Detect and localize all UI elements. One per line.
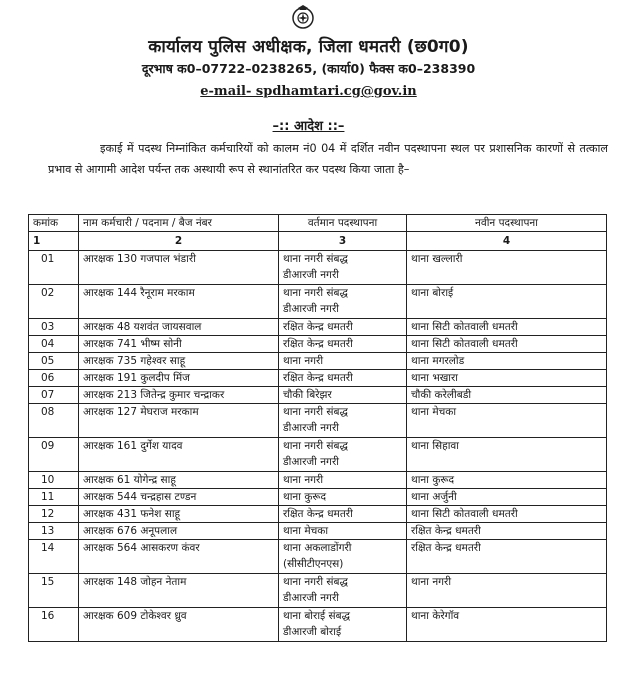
- employee-name: आरक्षक 213 जितेन्द्र कुमार चन्द्राकर: [79, 387, 279, 404]
- office-title: कार्यालय पुलिस अधीक्षक, जिला धमतरी (छ0ग0): [148, 37, 469, 57]
- employee-name: आरक्षक 564 आसकरण कंवर: [79, 540, 279, 574]
- table-row: [29, 404, 607, 438]
- current-posting-line: रक्षित केन्द्र धमतरी: [283, 508, 353, 520]
- transfer-table: [28, 214, 607, 642]
- current-posting: [279, 489, 407, 506]
- current-posting-line: थाना नगरी संबद्ध: [283, 253, 348, 265]
- current-posting-line: चौकी बिरेझर: [283, 389, 332, 401]
- table-row: [29, 608, 607, 642]
- employee-name: आरक्षक 127 मेघराज मरकाम: [79, 404, 279, 438]
- table-row: [29, 336, 607, 353]
- phone-fax-line: दूरभाष क0–07722–0238265, (कार्या0) फैक्स क0–238390: [141, 61, 476, 76]
- table-row: [29, 387, 607, 404]
- current-posting: [279, 370, 407, 387]
- new-posting: चौकी करेलीबडी: [407, 387, 607, 404]
- current-posting-line: थाना मेचका: [283, 525, 329, 537]
- new-posting: थाना सिटी कोतवाली धमतरी: [407, 319, 607, 336]
- table-row: [29, 353, 607, 370]
- current-posting: [279, 353, 407, 370]
- current-posting: [279, 506, 407, 523]
- employee-name: आरक्षक 609 टोकेश्वर ध्रुव: [79, 608, 279, 642]
- current-posting: [279, 336, 407, 353]
- employee-name: आरक्षक 161 दुर्गेश यादव: [79, 438, 279, 472]
- current-posting-line: डीआरजी नगरी: [283, 303, 339, 315]
- column-index: 2: [79, 232, 279, 251]
- current-posting-line: डीआरजी बोराई: [283, 626, 342, 638]
- order-title: –:: आदेश ::–: [272, 119, 345, 134]
- new-posting: थाना सिहावा: [407, 438, 607, 472]
- current-posting-line: डीआरजी नगरी: [283, 422, 339, 434]
- row-serial: 09: [29, 438, 79, 472]
- row-serial: 13: [29, 523, 79, 540]
- table-row: [29, 574, 607, 608]
- new-posting: थाना अर्जुनी: [407, 489, 607, 506]
- column-header-current-posting: वर्तमान पदस्थापना: [279, 215, 407, 232]
- employee-name: आरक्षक 61 योगेन्द्र साहू: [79, 472, 279, 489]
- employee-name: आरक्षक 735 गहेश्वर साहू: [79, 353, 279, 370]
- current-posting: [279, 319, 407, 336]
- current-posting-line: थाना कुरूद: [283, 491, 327, 503]
- table-row: [29, 251, 607, 285]
- current-posting: [279, 404, 407, 438]
- column-header-name: नाम कर्मचारी / पदनाम / बैज नंबर: [79, 215, 279, 232]
- column-header-new-posting: नवीन पदस्थापना: [407, 215, 607, 232]
- employee-name: आरक्षक 48 यशवंत जायसवाल: [79, 319, 279, 336]
- column-index-row: [29, 232, 607, 251]
- current-posting-line: थाना नगरी संबद्ध: [283, 576, 348, 588]
- current-posting: [279, 608, 407, 642]
- new-posting: थाना खल्लारी: [407, 251, 607, 285]
- column-index: 1: [29, 232, 79, 251]
- current-posting-line: रक्षित केन्द्र धमतरी: [283, 372, 353, 384]
- row-serial: 07: [29, 387, 79, 404]
- new-posting: थाना सिटी कोतवाली धमतरी: [407, 336, 607, 353]
- table-row: [29, 472, 607, 489]
- table-row: [29, 319, 607, 336]
- row-serial: 15: [29, 574, 79, 608]
- current-posting: [279, 285, 407, 319]
- current-posting-line: डीआरजी नगरी: [283, 592, 339, 604]
- employee-name: आरक्षक 148 जोहन नेताम: [79, 574, 279, 608]
- employee-name: आरक्षक 130 गजपाल भंडारी: [79, 251, 279, 285]
- order-body-text: इकाई में पदस्थ निम्नांकित कर्मचारियों को कालम नं0 04 में दर्शित नवीन पदस्थापना स्थल पर प्रशासनिक कारणों से तत्काल प्रभाव से आगामी आदेश पर्यन्त तक अस्थायी रूप से स्थानांतरित कर पदस्थ किया जाता है–: [48, 142, 608, 176]
- row-serial: 16: [29, 608, 79, 642]
- column-header-serial: कमांक: [29, 215, 79, 232]
- police-emblem-icon: [290, 4, 316, 30]
- current-posting-line: थाना नगरी संबद्ध: [283, 440, 348, 452]
- current-posting-line: थाना नगरी: [283, 474, 324, 486]
- current-posting-line: थाना नगरी संबद्ध: [283, 287, 348, 299]
- row-serial: 05: [29, 353, 79, 370]
- current-posting-line: रक्षित केन्द्र धमतरी: [283, 321, 353, 333]
- new-posting: थाना भखारा: [407, 370, 607, 387]
- current-posting-line: (सीसीटीएनएस): [283, 558, 344, 570]
- new-posting: थाना मेचका: [407, 404, 607, 438]
- email-link[interactable]: e-mail- spdhamtari.cg@gov.in: [200, 84, 417, 99]
- current-posting-line: रक्षित केन्द्र धमतरी: [283, 338, 353, 350]
- current-posting-line: डीआरजी नगरी: [283, 269, 339, 281]
- current-posting-line: थाना नगरी संबद्ध: [283, 406, 348, 418]
- new-posting: थाना बोराई: [407, 285, 607, 319]
- new-posting: थाना मगरलोड: [407, 353, 607, 370]
- new-posting: रक्षित केन्द्र धमतरी: [407, 523, 607, 540]
- new-posting: थाना नगरी: [407, 574, 607, 608]
- row-serial: 04: [29, 336, 79, 353]
- current-posting: [279, 472, 407, 489]
- employee-name: आरक्षक 544 चन्द्रहास टण्डन: [79, 489, 279, 506]
- current-posting: [279, 540, 407, 574]
- current-posting: [279, 387, 407, 404]
- table-row: [29, 489, 607, 506]
- employee-name: आरक्षक 431 फनेश साहू: [79, 506, 279, 523]
- employee-name: आरक्षक 191 कुलदीप मिंज: [79, 370, 279, 387]
- row-serial: 01: [29, 251, 79, 285]
- table-header-row: [29, 215, 607, 232]
- table-row: [29, 523, 607, 540]
- table-row: [29, 506, 607, 523]
- column-index: 4: [407, 232, 607, 251]
- current-posting: [279, 438, 407, 472]
- current-posting-line: डीआरजी नगरी: [283, 456, 339, 468]
- row-serial: 12: [29, 506, 79, 523]
- column-index: 3: [279, 232, 407, 251]
- row-serial: 08: [29, 404, 79, 438]
- current-posting: [279, 523, 407, 540]
- current-posting-line: थाना अकलाडोंगरी: [283, 542, 352, 554]
- new-posting: रक्षित केन्द्र धमतरी: [407, 540, 607, 574]
- table-row: [29, 370, 607, 387]
- table-row: [29, 438, 607, 472]
- row-serial: 03: [29, 319, 79, 336]
- current-posting-line: थाना नगरी: [283, 355, 324, 367]
- employee-name: आरक्षक 676 अनूपलाल: [79, 523, 279, 540]
- row-serial: 02: [29, 285, 79, 319]
- row-serial: 14: [29, 540, 79, 574]
- current-posting: [279, 251, 407, 285]
- table-row: [29, 285, 607, 319]
- row-serial: 11: [29, 489, 79, 506]
- current-posting: [279, 574, 407, 608]
- current-posting-line: थाना बोराई संबद्ध: [283, 610, 351, 622]
- employee-name: आरक्षक 741 भीष्म सोनी: [79, 336, 279, 353]
- row-serial: 10: [29, 472, 79, 489]
- new-posting: थाना सिटी कोतवाली धमतरी: [407, 506, 607, 523]
- row-serial: 06: [29, 370, 79, 387]
- table-row: [29, 540, 607, 574]
- transfer-table-body: [29, 251, 607, 642]
- employee-name: आरक्षक 144 रैनूराम मरकाम: [79, 285, 279, 319]
- new-posting: थाना कुरूद: [407, 472, 607, 489]
- new-posting: थाना केरेगॉव: [407, 608, 607, 642]
